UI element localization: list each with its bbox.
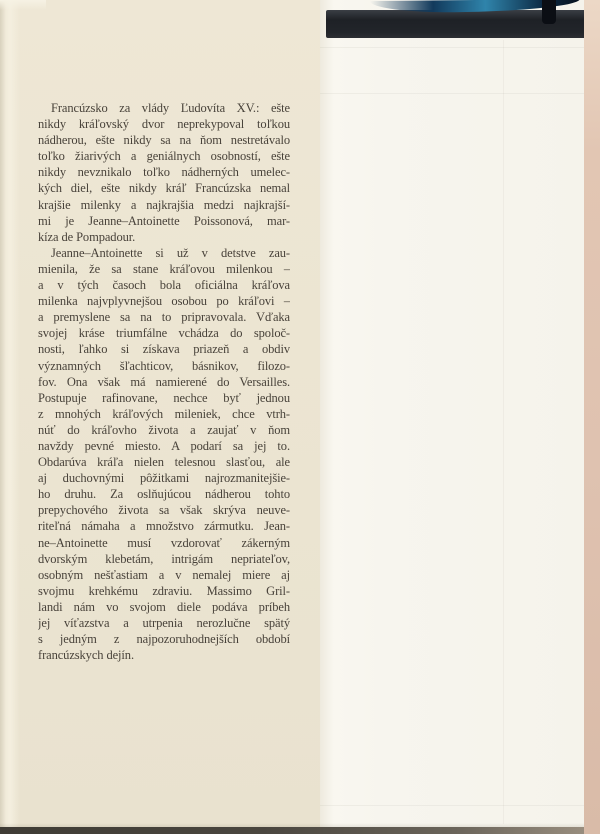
flap-text-line: prepychového života sa však skrýva neuve-: [38, 503, 290, 518]
flap-text-line: aj duchovnými pôžitkami najrozmanitejšie-: [38, 471, 290, 486]
flap-text-line: mienila, že sa stane kráľovou milenkou –: [38, 261, 290, 276]
flap-text-line: jej víťazstva a utrpenia nerozlučne spätý: [38, 616, 290, 630]
cover-dark-streak: [542, 0, 556, 24]
flap-crease: [0, 0, 20, 834]
flap-text-line: kých diel, ešte nikdy kráľ Francúzska nemal: [38, 181, 290, 196]
flap-corner-highlight: [0, 0, 46, 10]
flap-text-line: navždy pevné miesto. A podarí sa jej to.: [38, 438, 290, 453]
flap-text-line: nosti, ľahko si získava priazeň a obdiv: [38, 342, 290, 357]
flap-text-line: z mnohých kráľových mileniek, chce vtrh-: [38, 406, 290, 421]
page-edge-line: [320, 47, 584, 48]
flap-text-line: landi nám vo svojom diele podáva príbeh: [38, 599, 290, 614]
flap-text-line: ne–Antoinette musí vzdorovať zákerným: [38, 535, 290, 550]
flap-text-line: Obdarúva kráľa nielen telesnou slasťou, ale: [38, 455, 290, 470]
flap-text-line: milenka najvplyvnejšou osobou po kráľovi –: [38, 294, 290, 309]
flap-text-line: Jeanne–Antoinette si už v detstve zau-: [51, 245, 290, 260]
flap-text-line: nikdy nevznikalo toľko nádherných umelec-: [38, 165, 290, 180]
flap-text-line: dvorským klebetám, intrigám nepriateľov,: [38, 551, 290, 566]
page-block-fore-edge: [320, 0, 584, 834]
flap-text-line: toľko žiarivých a geniálnych osobností, ešte: [38, 149, 290, 164]
page-edge-line: [320, 805, 584, 806]
flap-text-line: kíza de Pompadour.: [38, 229, 136, 244]
flap-text-line: mi je Jeanne–Antoinette Poissonová, mar-: [38, 213, 290, 228]
flap-text-line: svojej kráse triumfálne vchádza do spoloč-: [38, 326, 290, 341]
background-surface-strip: [584, 0, 600, 834]
flap-text-line: a premyslene sa na to pripravovala. Vďaka: [38, 310, 290, 325]
flap-text-line: svojmu krehkému zdraviu. Massimo Gril-: [38, 583, 290, 598]
page-edge-line: [320, 93, 584, 94]
flap-text: [38, 100, 290, 663]
flap-text-line: osobným nešťastiam a v nemalej miere aj: [38, 567, 290, 582]
flap-text-line: a v tých časoch bola oficiálna kráľova: [38, 278, 290, 293]
flap-text-line: núť do kráľovho života a zaujať v ňom: [38, 422, 290, 437]
flap-text-line: nikdy kráľovský dvor neprekypoval toľkou: [38, 117, 290, 132]
flap-text-line: francúzskych dejín.: [38, 648, 134, 663]
flap-text-line: riteľná námaha a množstvo zármutku. Jean-: [38, 519, 290, 534]
flap-text-line: významných šľachticov, básnikov, filozo-: [38, 358, 290, 373]
book-cover-bottom-edge: [0, 827, 584, 834]
flap-text-line: ho druhu. Za oslňujúcou nádherou tohto: [38, 487, 290, 502]
flap-text-line: krajšie milenky a najkrajšia medzi najkrajší-: [38, 197, 290, 212]
flap-text-line: Francúzsko za vlády Ľudovíta XV.: ešte: [51, 101, 290, 115]
flap-text-line: fov. Ona však má namierené do Versailles.: [38, 374, 290, 389]
flap-text-line: s jedným z najpozoruhodnejších období: [38, 632, 290, 647]
flap-text-line: nádherou, ešte nikdy sa na ňom nestretávalo: [38, 133, 290, 148]
page-edge-line: [503, 40, 504, 824]
flap-text-line: Postupuje rafinovane, nechce byť jednou: [38, 390, 290, 405]
